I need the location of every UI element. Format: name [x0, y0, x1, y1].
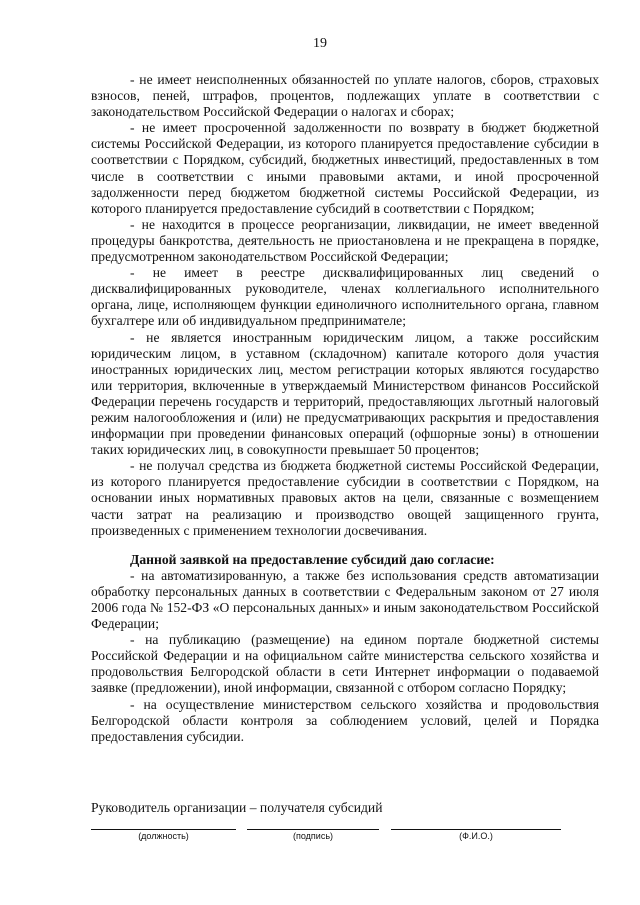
- sign-signature-line: [247, 829, 379, 830]
- consent-item: - на осуществление министерством сельского хозяйства и продовольствия Белгородской области контроля за соблюдением условий, целей и Порядка предоставления субсидии.: [91, 696, 599, 744]
- sign-caption: (подпись): [292, 831, 334, 841]
- document-body: [91, 72, 599, 745]
- requirement-paragraph: - не является иностранным юридическим лицом, а также российским юридическим лицом, в уставном (складочном) капитале которого доля участия иностранных юридических лиц, местом регистрации которых являются государство или территория, включенные в утверждаемый Министерством финансов Российской Федерации перечень государств и территорий, предоставляющих льготный налоговый режим налогообложения и (или) не предусматривающих раскрытия и предоставления информации при проведении финансовых операций (офшорные зоны) в отношении таких юридических лиц, в совокупности превышает 50 процентов;: [91, 329, 599, 458]
- signature-title: Руководитель организации – получателя субсидий: [91, 800, 383, 815]
- requirement-paragraph: - не получал средства из бюджета бюджетной системы Российской Федерации, из которого планируется предоставление субсидии в соответствии с Порядком, на основании иных нормативных правовых актов на цели, связанные с возмещением части затрат на реализацию и производство овощей защищенного грунта, произведенных с применением технологии досвечивания.: [91, 458, 599, 538]
- requirement-paragraph: - не имеет просроченной задолженности по возврату в бюджет бюджетной системы Российской Федерации, из которого планируется предоставление субсидии в соответствии с Порядком, субсидий, бюджетных инвестиций, предоставленных в том числе в соответствии с иными правовыми актами, и иной просроченной задолженности перед бюджетом бюджетной системы Российской Федерации, из которого планируется предоставление субсидий в соответствии с Порядком;: [91, 120, 599, 216]
- requirement-paragraph: - не имеет неисполненных обязанностей по уплате налогов, сборов, страховых взносов, пеней, штрафов, процентов, подлежащих уплате в соответствии с законодательством Российской Федерации о налогах и сборах;: [91, 72, 599, 120]
- name-signature-line: [391, 829, 561, 830]
- consent-heading: Данной заявкой на предоставление субсидий даю согласие:: [130, 551, 495, 567]
- consent-item: - на автоматизированную, а также без использования средств автоматизации обработку персональных данных в соответствии с Федеральным законом от 27 июля 2006 года № 152-ФЗ «О персональных данных» и иным законодательством Российской Федерации;: [91, 567, 599, 632]
- position-caption: (должность): [138, 831, 189, 841]
- name-caption: (Ф.И.О.): [459, 831, 493, 841]
- page-number: 19: [313, 36, 327, 51]
- requirement-paragraph: - не имеет в реестре дисквалифицированных лиц сведений о дисквалифицированных руководителе, членах коллегиального исполнительного органа, лице, исполняющем функции единоличного исполнительного органа, главном бухгалтере или об индивидуальном предпринимателе;: [91, 265, 599, 329]
- requirement-paragraph: - не находится в процессе реорганизации, ликвидации, не имеет введенной процедуры банкротства, деятельность не приостановлена и не прекращена в порядке, предусмотренном законодательством Российской Федерации;: [91, 216, 599, 265]
- position-signature-line: [91, 829, 236, 830]
- consent-item: - на публикацию (размещение) на едином портале бюджетной системы Российской Федерации и на официальном сайте министерства сельского хозяйства и продовольствия Белгородской области в сети Интернет информации о подаваемой заявке (предложении), иной информации, связанной с отбором согласно Порядку;: [91, 632, 599, 696]
